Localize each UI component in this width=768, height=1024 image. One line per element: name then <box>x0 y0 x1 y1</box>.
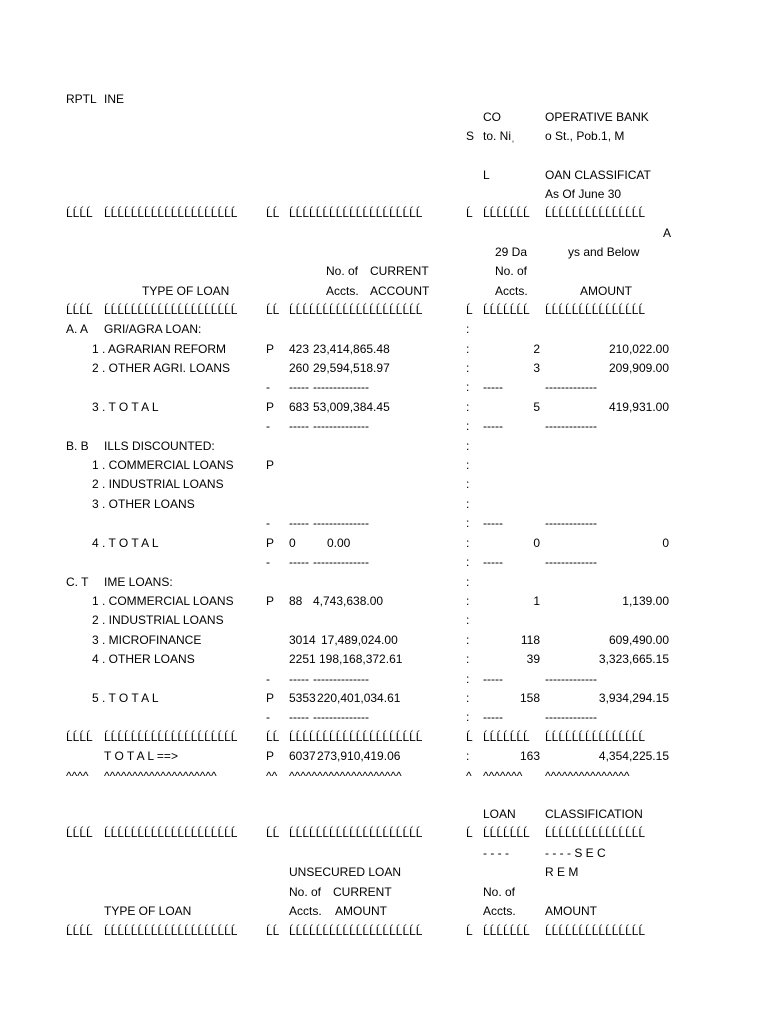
fill-row: ĹĹĹĹĹĹĹĹĹĹĹĹĹĹĹ <box>545 924 646 938</box>
part2-amount: AMOUNT <box>545 904 597 918</box>
part2-no-of: No. of <box>289 885 322 899</box>
fill-row: ĹĹĹĹĹĹĹ <box>483 826 530 840</box>
rule-dashes: -------------- <box>313 380 369 394</box>
rule-mark: - <box>266 710 270 724</box>
rule-dashes: ------------- <box>545 672 597 686</box>
report-code: RPTL <box>66 92 97 106</box>
row-label: 4 . OTHER LOANS <box>92 652 195 666</box>
fill-row: Ĺ <box>466 206 473 220</box>
total-count: 0 <box>533 536 540 550</box>
part2-type-of-loan: TYPE OF LOAN <box>104 904 192 918</box>
peso-sign: P <box>266 749 275 763</box>
column-separator: : <box>466 633 470 647</box>
row-amount: 609,490.00 <box>608 633 669 647</box>
column-separator: : <box>466 536 470 550</box>
row-accts: 88 <box>289 594 303 608</box>
column-separator: : <box>466 575 470 589</box>
total-amount: 419,931.00 <box>608 400 669 414</box>
rule-dashes: ----- <box>483 672 503 686</box>
fill-row: ĹĹĹĹĹĹĹĹĹĹĹĹĹĹĹ <box>545 730 646 744</box>
peso-sign: P <box>266 458 275 472</box>
column-separator: : <box>466 749 470 763</box>
rule-dashes: ----- <box>289 710 309 724</box>
fill-row: Ĺ <box>466 730 473 744</box>
rule-dashes: -------------- <box>313 516 369 530</box>
row-label: 2 . INDUSTRIAL LOANS <box>92 613 224 627</box>
row-label: 2 . OTHER AGRI. LOANS <box>92 361 231 375</box>
bank-name-part2: OPERATIVE BANK <box>545 110 649 124</box>
caret-row: ^ <box>466 769 472 783</box>
rule-dashes: ----- <box>483 380 503 394</box>
rule-mark: - <box>266 516 270 530</box>
rule-dashes: ----- <box>483 555 503 569</box>
fill-row: ĹĹĹĹĹĹĹĹĹĹĹĹĹĹĹĹĹĹĹĹ <box>104 303 238 317</box>
rule-mark: - <box>266 672 270 686</box>
column-separator: : <box>466 555 470 569</box>
part2-no-of: No. of <box>483 885 516 899</box>
col-accts: Accts. <box>326 284 359 298</box>
peso-sign: P <box>266 400 275 414</box>
rule-dashes: ----- <box>289 672 309 686</box>
row-accts: 260 <box>289 361 310 375</box>
grand-total-label: T O T A L ==> <box>104 749 178 763</box>
rule-dashes: ----- <box>289 516 309 530</box>
fill-row: ĹĹĹĹĹĹĹĹĹĹĹĹĹĹĹĹĹĹĹĹ <box>289 826 423 840</box>
report-title-part2: OAN CLASSIFICAT <box>545 168 651 182</box>
col-accts: Accts. <box>495 284 528 298</box>
peso-sign: P <box>266 342 275 356</box>
section-title: ILLS DISCOUNTED: <box>104 439 215 453</box>
col-current: CURRENT <box>370 264 429 278</box>
part2-amount: AMOUNT <box>335 904 387 918</box>
rule-dashes: -------------- <box>313 710 369 724</box>
peso-sign: P <box>266 594 275 608</box>
total-current: 0.00 <box>327 536 351 550</box>
bank-address-part1: to. Niˌ <box>483 129 516 143</box>
fill-row: Ĺ <box>466 303 473 317</box>
row-label: 3 . OTHER LOANS <box>92 497 195 511</box>
caret-row: ^^^^^^^^^^^^^^^ <box>545 769 630 783</box>
section-code: C. T <box>66 575 89 589</box>
fill-row: ĹĹĹĹ <box>66 303 93 317</box>
total-accts: 5353 <box>289 691 316 705</box>
row-current: 198,168,372.61 <box>319 652 403 666</box>
column-separator: : <box>466 361 470 375</box>
row-current: 4,743,638.00 <box>313 594 384 608</box>
rule-dashes: ----- <box>289 380 309 394</box>
bucket-label: A <box>663 226 672 240</box>
column-separator: : <box>466 691 470 705</box>
fill-row: ĹĹ <box>266 730 280 744</box>
rule-dashes: ------------- <box>545 380 597 394</box>
total-amount: 3,934,294.15 <box>598 691 669 705</box>
total-label: 3 . T O T A L <box>92 400 159 414</box>
grand-total-current: 273,910,419.06 <box>317 749 401 763</box>
column-separator: : <box>466 497 470 511</box>
col-no-of: No. of <box>326 264 359 278</box>
total-current: 220,401,034.61 <box>317 691 401 705</box>
row-count: 118 <box>520 633 540 647</box>
column-separator: : <box>466 342 470 356</box>
fill-row: ĹĹĹĹ <box>66 206 93 220</box>
row-count: 39 <box>526 652 540 666</box>
days-bucket-part2: ys and Below <box>568 245 640 259</box>
fill-row: ĹĹĹĹĹĹĹ <box>483 303 530 317</box>
section-code: B. B <box>66 439 89 453</box>
fill-row: ĹĹ <box>266 924 280 938</box>
col-amount: AMOUNT <box>580 284 632 298</box>
fill-row: ĹĹ <box>266 826 280 840</box>
caret-row: ^^^^ <box>66 769 89 783</box>
grand-total-amount: 4,354,225.15 <box>598 749 669 763</box>
rule-dashes: ------------- <box>545 710 597 724</box>
column-separator: : <box>466 710 470 724</box>
total-label: 4 . T O T A L <box>92 536 159 550</box>
rule-dashes: -------------- <box>313 419 369 433</box>
rule-mark: - <box>266 555 270 569</box>
fill-row: ĹĹĹĹ <box>66 730 93 744</box>
bank-address-part0: S <box>466 129 475 143</box>
column-separator: : <box>466 594 470 608</box>
row-amount: 209,909.00 <box>608 361 669 375</box>
part2-current: CURRENT <box>333 885 392 899</box>
report-title-part1: L <box>483 168 490 182</box>
part2-accts: Accts. <box>289 904 322 918</box>
rule-dashes: ----- <box>483 419 503 433</box>
col-account: ACCOUNT <box>370 284 430 298</box>
rule-dashes: -------------- <box>313 555 369 569</box>
column-separator: : <box>466 516 470 530</box>
fill-row: ĹĹĹĹĹĹĹĹĹĹĹĹĹĹĹĹĹĹĹĹ <box>289 730 423 744</box>
column-separator: : <box>466 458 470 472</box>
row-amount: 210,022.00 <box>608 342 669 356</box>
row-current: 29,594,518.97 <box>313 361 390 375</box>
fill-row: ĹĹ <box>266 206 280 220</box>
row-count: 3 <box>533 361 540 375</box>
grand-total-accts: 6037 <box>289 749 316 763</box>
rule-dashes: ------------- <box>545 419 597 433</box>
fill-row: ĹĹĹĹĹĹĹĹĹĹĹĹĹĹĹ <box>545 826 646 840</box>
report-code-suffix: INE <box>104 92 125 106</box>
fill-row: Ĺ <box>466 826 473 840</box>
rule-dashes: ------------- <box>545 555 597 569</box>
row-count: 2 <box>533 342 540 356</box>
row-label: 2 . INDUSTRIAL LOANS <box>92 477 224 491</box>
total-count: 5 <box>533 400 540 414</box>
bank-address-part2: o St., Pob.1, M <box>545 129 625 143</box>
peso-sign: P <box>266 536 275 550</box>
section-title: GRI/AGRA LOAN: <box>104 322 202 336</box>
col-type-of-loan: TYPE OF LOAN <box>142 284 230 298</box>
total-accts: 683 <box>289 400 310 414</box>
fill-row: ĹĹ <box>266 303 280 317</box>
peso-sign: P <box>266 691 275 705</box>
row-current: 23,414,865.48 <box>313 342 390 356</box>
caret-row: ^^^^^^^ <box>483 769 523 783</box>
fill-row: ĹĹĹĹĹĹĹĹĹĹĹĹĹĹĹĹĹĹĹĹ <box>104 206 238 220</box>
fill-row: ĹĹĹĹĹĹĹĹĹĹĹĹĹĹĹĹĹĹĹĹ <box>104 924 238 938</box>
part2-classification: CLASSIFICATION <box>545 807 643 821</box>
total-amount: 0 <box>662 536 669 550</box>
rule-dashes: ------------- <box>545 516 597 530</box>
row-amount: 3,323,665.15 <box>598 652 669 666</box>
rule-dashes: ----- <box>483 516 503 530</box>
rule-dashes: ----- <box>483 710 503 724</box>
fill-row: ĹĹĹĹĹĹĹĹĹĹĹĹĹĹĹĹĹĹĹĹ <box>104 730 238 744</box>
total-current: 53,009,384.45 <box>313 400 390 414</box>
rule-dashes: ----- <box>289 555 309 569</box>
column-separator: : <box>466 439 470 453</box>
rule-dashes: ----- <box>289 419 309 433</box>
row-label: 3 . MICROFINANCE <box>92 633 202 647</box>
column-separator: : <box>466 613 470 627</box>
fill-row: ĹĹĹĹ <box>66 826 93 840</box>
part2-secured: - - - - S E C <box>545 846 606 860</box>
grand-total-count: 163 <box>519 749 540 763</box>
report-date: As Of June 30 <box>545 187 622 201</box>
rule-mark: - <box>266 380 270 394</box>
column-separator: : <box>466 380 470 394</box>
fill-row: Ĺ <box>466 924 473 938</box>
fill-row: ĹĹĹĹĹĹĹ <box>483 730 530 744</box>
row-accts: 3014 <box>289 633 316 647</box>
col-no-of: No. of <box>495 264 528 278</box>
fill-row: ĹĹĹĹĹĹĹ <box>483 924 530 938</box>
part2-accts: Accts. <box>483 904 516 918</box>
total-label: 5 . T O T A L <box>92 691 159 705</box>
row-label: 1 . AGRARIAN REFORM <box>92 342 227 356</box>
caret-row: ^^^^^^^^^^^^^^^^^^^^ <box>289 769 402 783</box>
fill-row: ĹĹĹĹ <box>66 924 93 938</box>
rule-dashes: -------------- <box>313 672 369 686</box>
fill-row: ĹĹĹĹĹĹĹĹĹĹĹĹĹĹĹĹĹĹĹĹ <box>289 924 423 938</box>
fill-row: ĹĹĹĹĹĹĹĹĹĹĹĹĹĹĹĹĹĹĹĹ <box>289 303 423 317</box>
caret-row: ^^^^^^^^^^^^^^^^^^^^ <box>104 769 217 783</box>
row-count: 1 <box>533 594 540 608</box>
column-separator: : <box>466 652 470 666</box>
part2-unsecured: UNSECURED LOAN <box>289 865 402 879</box>
row-accts: 2251 <box>289 652 316 666</box>
section-code: A. A <box>66 322 89 336</box>
section-title: IME LOANS: <box>104 575 173 589</box>
column-separator: : <box>466 419 470 433</box>
column-separator: : <box>466 477 470 491</box>
days-bucket-part1: 29 Da <box>495 245 528 259</box>
rule-mark: - <box>266 419 270 433</box>
part2-dashes: - - - - <box>483 846 509 860</box>
row-current: 17,489,024.00 <box>321 633 398 647</box>
row-amount: 1,139.00 <box>622 594 669 608</box>
fill-row: ĹĹĹĹĹĹĹĹĹĹĹĹĹĹĹĹĹĹĹĹ <box>104 826 238 840</box>
row-label: 1 . COMMERCIAL LOANS <box>92 594 234 608</box>
fill-row: ĹĹĹĹĹĹĹĹĹĹĹĹĹĹĹ <box>545 206 646 220</box>
fill-row: ĹĹĹĹĹĹĹ <box>483 206 530 220</box>
part2-loan: LOAN <box>483 807 516 821</box>
column-separator: : <box>466 400 470 414</box>
total-count: 158 <box>519 691 540 705</box>
caret-row: ^^ <box>266 769 278 783</box>
row-label: 1 . COMMERCIAL LOANS <box>92 458 234 472</box>
column-separator: : <box>466 322 470 336</box>
fill-row: ĹĹĹĹĹĹĹĹĹĹĹĹĹĹĹĹĹĹĹĹ <box>289 206 423 220</box>
total-accts: 0 <box>289 536 296 550</box>
row-accts: 423 <box>289 342 310 356</box>
bank-name-part1: CO <box>483 110 501 124</box>
column-separator: : <box>466 672 470 686</box>
part2-rem: R E M <box>545 865 579 879</box>
fill-row: ĹĹĹĹĹĹĹĹĹĹĹĹĹĹĹ <box>545 303 646 317</box>
